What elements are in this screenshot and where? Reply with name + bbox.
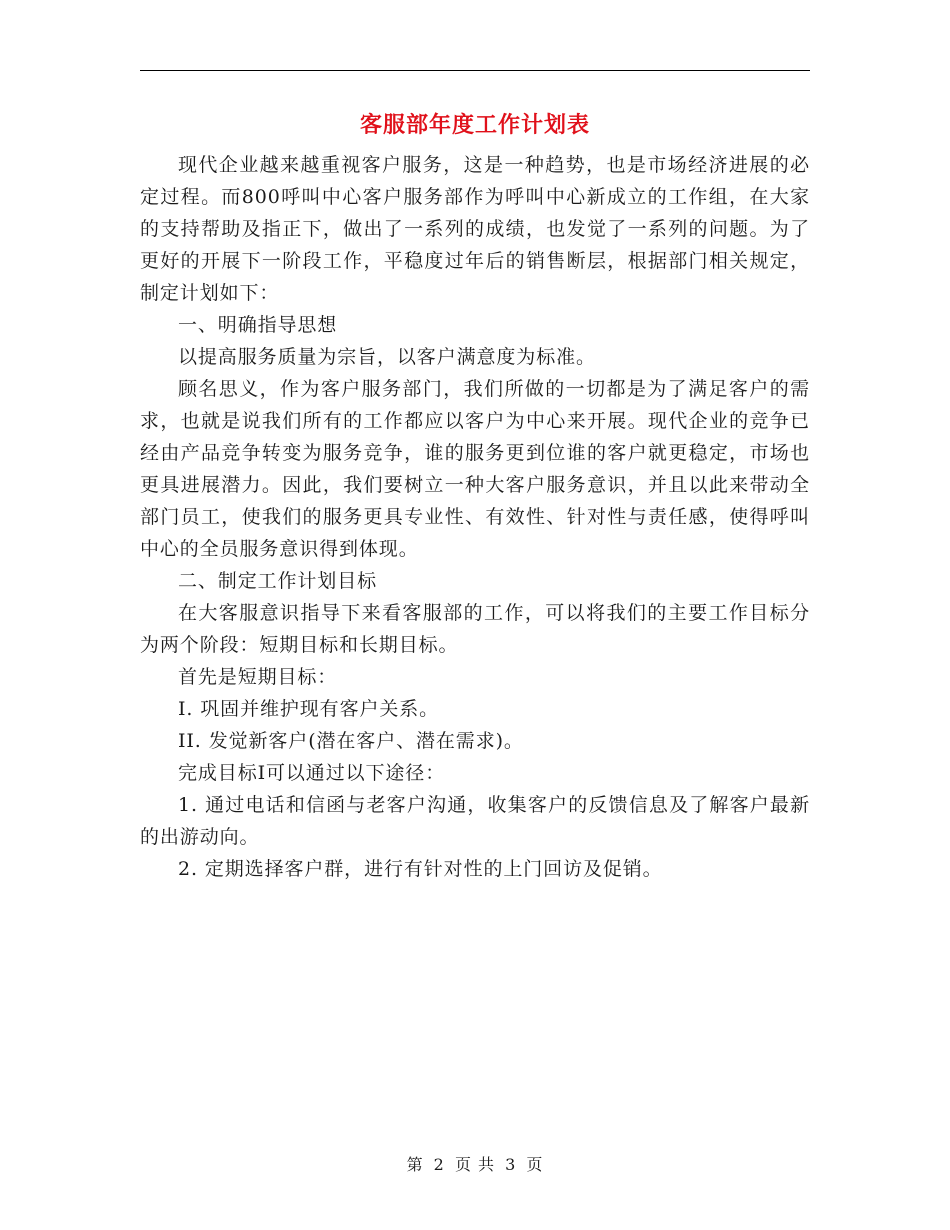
- footer-mid: 页 共: [454, 1155, 496, 1174]
- paragraph-goal-stages: 在大客服意识指导下来看客服部的工作，可以将我们的主要工作目标分为两个阶段：短期目标和长期目标。: [140, 602, 810, 656]
- paragraph-service-awareness: 顾名思义，作为客户服务部门，我们所做的一切都是为了满足客户的需求，也就是说我们所有的工作都应以客户为中心来开展。现代企业的竞争已经由产品竞争转变为服务竞争，谁的服务更到位谁的客户就更稳定，市场也更具进展潜力。因此，我们要树立一种大客户服务意识，并且以此来带动全部门员工，使我们的服务更具专业性、有效性、针对性与责任感，使得呼叫中心的全员服务意识得到体现。: [140, 378, 810, 560]
- page-footer: [140, 1154, 810, 1176]
- footer-suffix: 页: [526, 1155, 544, 1174]
- paragraph-approach-intro: 完成目标I可以通过以下途径：: [178, 762, 446, 784]
- section-heading-work-goals: 二、制定工作计划目标: [178, 570, 378, 592]
- footer-prefix: 第: [406, 1155, 424, 1174]
- paragraph-short-term-intro: 首先是短期目标：: [178, 666, 338, 688]
- footer-current-page: 2: [433, 1155, 445, 1174]
- paragraph-intro: 现代企业越来越重视客户服务，这是一种趋势，也是市场经济进展的必定过程。而800呼叫中心客户服务部作为呼叫中心新成立的工作组，在大家的支持帮助及指正下，做出了一系列的成绩，也发觉了一系列的问题。为了更好的开展下一阶段工作，平稳度过年后的销售断层，根据部门相关规定，制定计划如下：: [140, 154, 810, 304]
- list-item-approach-1: 1. 通过电话和信函与老客户沟通，收集客户的反馈信息及了解客户最新的出游动向。: [140, 794, 810, 848]
- document-body: [140, 149, 810, 885]
- list-item-goal-1: I. 巩固并维护现有客户关系。: [178, 698, 440, 720]
- header-rule: [140, 70, 810, 71]
- document-title: 客服部年度工作计划表: [359, 112, 590, 138]
- paragraph-purpose: 以提高服务质量为宗旨，以客户满意度为标准。: [178, 346, 596, 368]
- list-item-goal-2: II. 发觉新客户(潜在客户、潜在需求)。: [178, 730, 524, 752]
- footer-total-pages: 3: [505, 1155, 517, 1174]
- list-item-approach-2: 2. 定期选择客户群，进行有针对性的上门回访及促销。: [178, 858, 663, 880]
- section-heading-guiding-idea: 一、明确指导思想: [178, 314, 338, 336]
